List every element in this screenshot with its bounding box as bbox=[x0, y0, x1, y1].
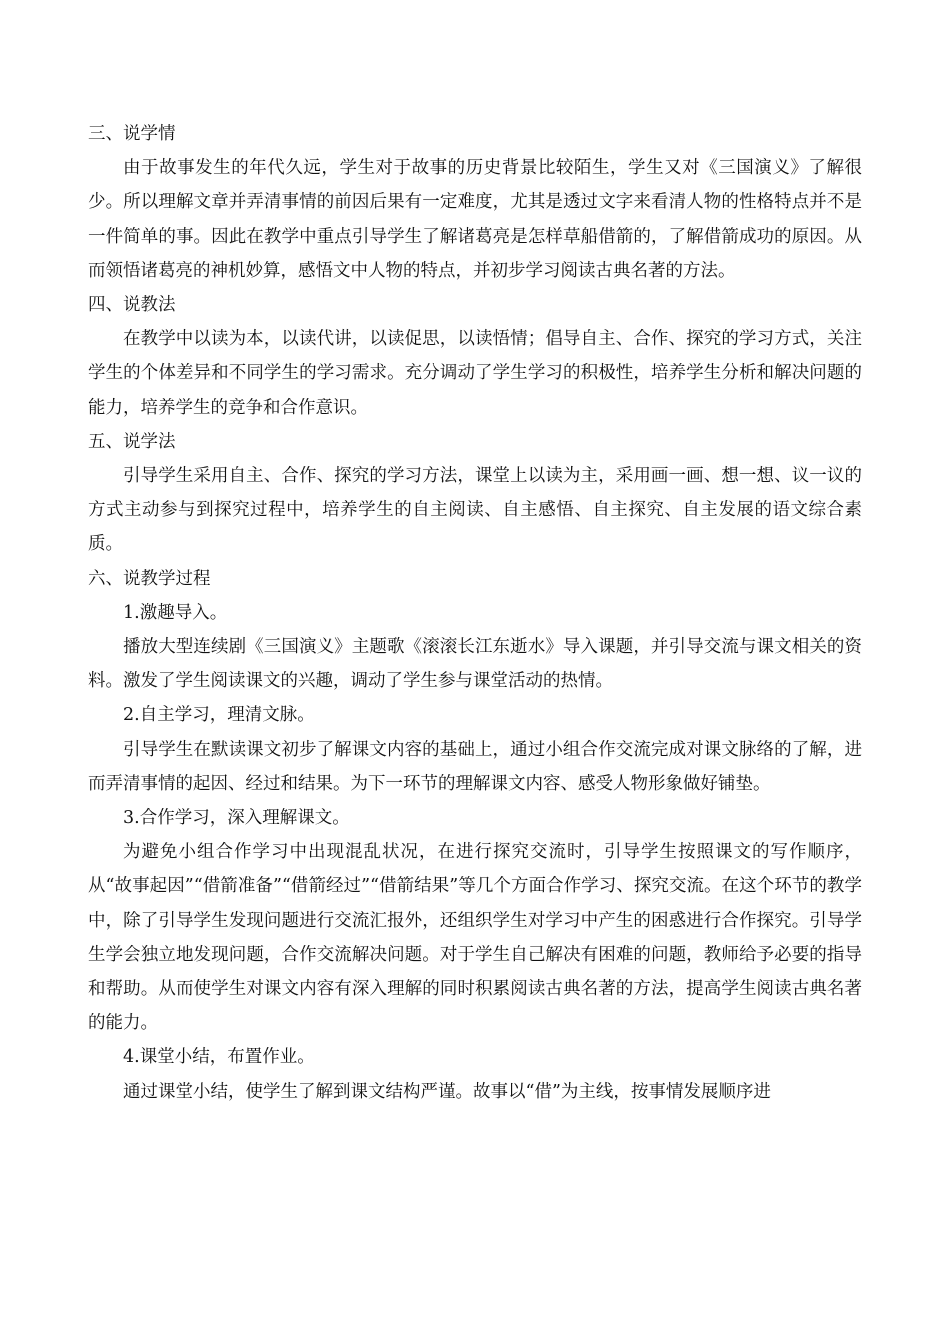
section-heading-teaching-method: 四、说教法 bbox=[88, 295, 176, 316]
process-step-3-text: 为避免小组合作学习中出现混乱状况，在进行探究交流时，引导学生按照课文的写作顺序，从“故事起因”“借箭准备”“借箭经过”“借箭结果”等几个方面合作学习、探究交流。在这个环节的教学中，除了引导学生发现问题进行交流汇报外，还组织学生对学习中产生的困惑进行合作探究。引导学生学会独立地发现问题，合作交流解决问题。对于学生自己解决有困难的问题，教师给予必要的指导和帮助。从而使学生对课文内容有深入理解的同时积累阅读古典名著的方法，提高学生阅读古典名著的能力。 bbox=[88, 842, 862, 1034]
process-step-2-text: 引导学生在默读课文初步了解课文内容的基础上，通过小组合作交流完成对课文脉络的了解，进而弄清事情的起因、经过和结果。为下一环节的理解课文内容、感受人物形象做好铺垫。 bbox=[88, 739, 862, 794]
process-step-4-title: 4.课堂小结，布置作业。 bbox=[123, 1047, 315, 1068]
section-heading-student-analysis: 三、说学情 bbox=[88, 124, 176, 144]
process-step-2-title: 2.自主学习，理清文脉。 bbox=[123, 705, 315, 726]
section-heading-learning-method: 五、说学法 bbox=[88, 431, 176, 452]
section-heading-teaching-process: 六、说教学过程 bbox=[88, 568, 211, 589]
process-step-1-title: 1.激趣导入。 bbox=[123, 602, 228, 623]
process-step-4-text: 通过课堂小结，使学生了解到课文结构严谨。故事以“借”为主线，按事情发展顺序进 bbox=[123, 1081, 771, 1102]
learning-method-paragraph: 引导学生采用自主、合作、探究的学习方法，课堂上以读为主，采用画一画、想一想、议一议的方式主动参与到探究过程中，培养学生的自主阅读、自主感悟、自主探究、自主发展的语文综合素质。 bbox=[88, 466, 862, 555]
process-step-3-title: 3.合作学习，深入理解课文。 bbox=[123, 808, 350, 829]
teaching-method-paragraph: 在教学中以读为本，以读代讲，以读促思，以读悟情；倡导自主、合作、探究的学习方式，关注学生的个体差异和不同学生的学习需求。充分调动了学生学习的积极性，培养学生分析和解决问题的能力，培养学生的竞争和合作意识。 bbox=[88, 329, 862, 418]
student-analysis-paragraph: 由于故事发生的年代久远，学生对于故事的历史背景比较陌生，学生又对《三国演义》了解很少。所以理解文章并弄清事情的前因后果有一定难度，尤其是透过文字来看清人物的性格特点并不是一件简单的事。因此在教学中重点引导学生了解诸葛亮是怎样草船借箭的，了解借箭成功的原因。从而领悟诸葛亮的神机妙算，感悟文中人物的特点，并初步学习阅读古典名著的方法。 bbox=[88, 158, 862, 281]
document-body bbox=[88, 117, 862, 1109]
process-step-1-text: 播放大型连续剧《三国演义》主题歌《滚滚长江东逝水》导入课题，并引导交流与课文相关的资料。激发了学生阅读课文的兴趣，调动了学生参与课堂活动的热情。 bbox=[88, 637, 862, 692]
